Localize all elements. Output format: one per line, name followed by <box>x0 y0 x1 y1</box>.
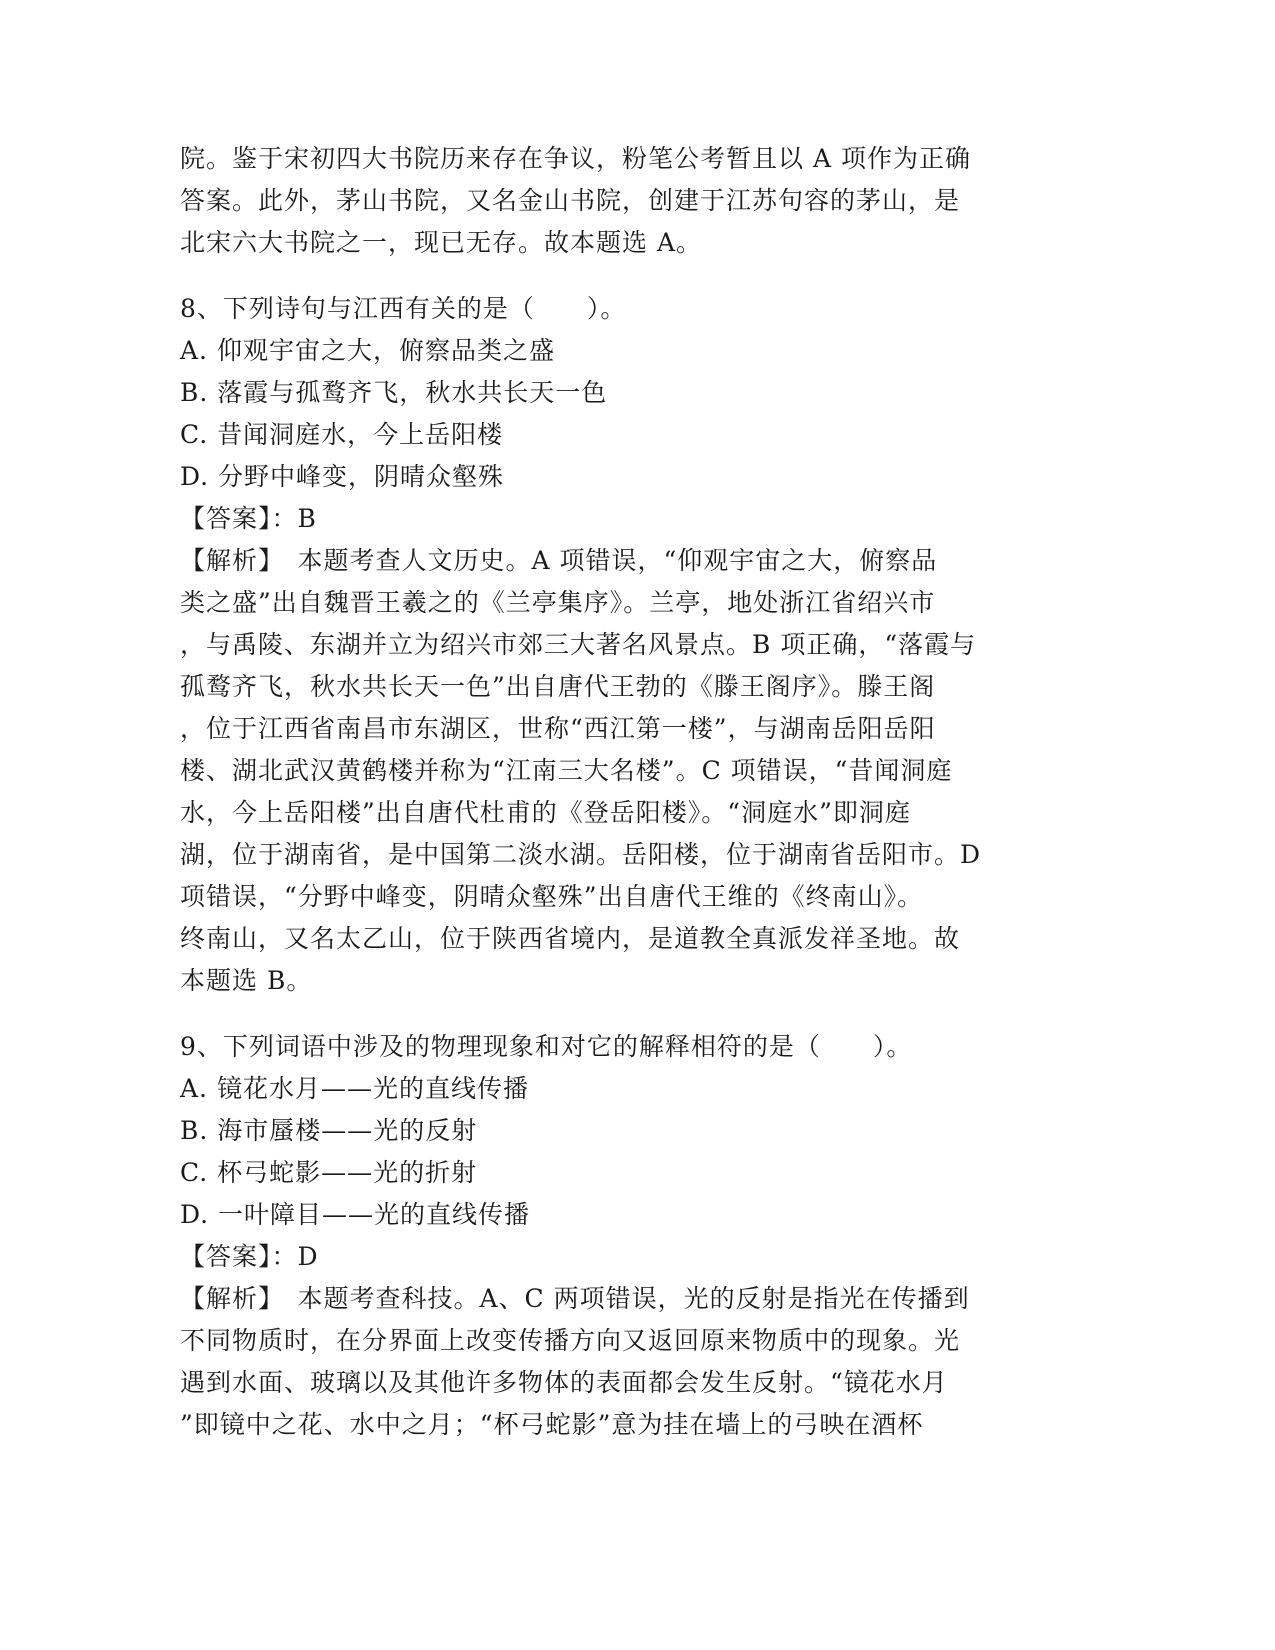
paragraph-line: 答案。此外，茅山书院，又名金山书院，创建于江苏句容的茅山，是 <box>180 186 961 215</box>
option-c: C. 杯弓蛇影——光的折射 <box>180 1158 478 1187</box>
paragraph-line: 北宋六大书院之一，现已无存。故本题选 A。 <box>180 228 703 257</box>
analysis-line: 【解析】 本题考查科技。A、C 两项错误，光的反射是指光在传播到 <box>180 1284 970 1313</box>
option-b: B. 海市蜃楼——光的反射 <box>180 1116 478 1145</box>
analysis-line: 终南山，又名太乙山，位于陕西省境内，是道教全真派发祥圣地。故 <box>180 924 961 953</box>
analysis-line: 遇到水面、玻璃以及其他许多物体的表面都会发生反射。“镜花水月 <box>180 1368 948 1397</box>
intro-paragraph <box>180 138 1080 264</box>
paragraph-line: 院。鉴于宋初四大书院历来存在争议，粉笔公考暂且以 A 项作为正确 <box>180 144 971 173</box>
analysis-line: 项错误，“分野中峰变，阴晴众壑殊”出自唐代王维的《终南山》。 <box>180 882 924 911</box>
option-c: C. 昔闻洞庭水，今上岳阳楼 <box>180 420 504 449</box>
analysis-line: 类之盛”出自魏晋王羲之的《兰亭集序》。兰亭，地处浙江省绍兴市 <box>180 588 936 617</box>
question-8 <box>180 288 1080 1002</box>
analysis-line: ”即镜中之花、水中之月；“杯弓蛇影”意为挂在墙上的弓映在酒杯 <box>180 1410 924 1439</box>
analysis-line: 【解析】 本题考查人文历史。A 项错误，“仰观宇宙之大，俯察品 <box>180 546 938 575</box>
question-9 <box>180 1026 1080 1446</box>
document-page <box>180 138 1080 1446</box>
analysis-line: 孤鹜齐飞，秋水共长天一色”出自唐代王勃的《滕王阁序》。滕王阁 <box>180 672 936 701</box>
analysis-line: 湖，位于湖南省，是中国第二淡水湖。岳阳楼，位于湖南省岳阳市。D <box>180 840 982 869</box>
analysis-line: ，位于江西省南昌市东湖区，世称“西江第一楼”，与湖南岳阳岳阳 <box>180 714 936 743</box>
question-text: 8、下列诗句与江西有关的是（ ）。 <box>180 294 627 323</box>
analysis-paragraph <box>180 540 1080 1002</box>
option-b: B. 落霞与孤鹜齐飞，秋水共长天一色 <box>180 378 608 407</box>
option-d: D. 分野中峰变，阴晴众壑殊 <box>180 462 505 491</box>
analysis-line: 本题选 B。 <box>180 966 313 995</box>
option-a: A. 镜花水月——光的直线传播 <box>180 1074 529 1103</box>
analysis-line: 不同物质时，在分界面上改变传播方向又返回原来物质中的现象。光 <box>180 1326 961 1355</box>
option-d: D. 一叶障目——光的直线传播 <box>180 1200 531 1229</box>
spacer <box>180 1002 1080 1026</box>
analysis-paragraph <box>180 1278 1080 1446</box>
spacer <box>180 264 1080 288</box>
answer-line: 【答案】：D <box>180 1242 319 1271</box>
analysis-line: 水，今上岳阳楼”出自唐代杜甫的《登岳阳楼》。“洞庭水”即洞庭 <box>180 798 911 827</box>
answer-line: 【答案】：B <box>180 504 317 533</box>
analysis-line: 楼、湖北武汉黄鹤楼并称为“江南三大名楼”。C 项错误，“昔闻洞庭 <box>180 756 953 785</box>
option-a: A. 仰观宇宙之大，俯察品类之盛 <box>180 336 555 365</box>
analysis-line: ，与禹陵、东湖并立为绍兴市郊三大著名风景点。B 项正确，“落霞与 <box>180 630 977 659</box>
question-text: 9、下列词语中涉及的物理现象和对它的解释相符的是（ ）。 <box>180 1032 913 1061</box>
